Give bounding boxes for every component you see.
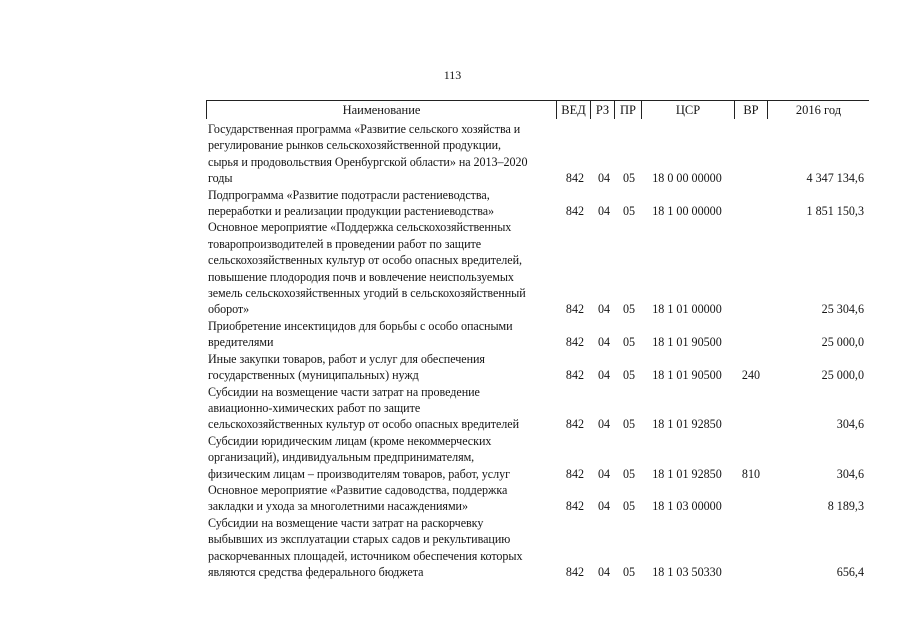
row-name-line: Государственная программа «Развитие сельского хозяйства и (208, 122, 521, 136)
header-csr: ЦСР (642, 101, 735, 119)
row-ved: 842 (565, 335, 585, 350)
row-csr: 18 1 03 00000 (652, 499, 722, 514)
row-rz: 04 (597, 302, 611, 317)
row-sum: 656,4 (836, 564, 864, 579)
row-name-line: оборот» (208, 302, 250, 317)
row-sum: 25 000,0 (821, 335, 864, 350)
row-name-line: Субсидии на возмещение части затрат на проведение (208, 384, 480, 399)
table-row (208, 219, 868, 317)
row-name-line: выбывших из эксплуатации старых садов и рекультивацию (208, 532, 511, 547)
row-pr: 05 (622, 335, 636, 350)
row-name-line: Субсидии юридическим лицам (кроме некоммерческих (208, 433, 492, 448)
row-name-line: закладки и ухода за многолетними насаждениями» (208, 499, 468, 514)
row-name (208, 384, 550, 433)
row-name (208, 351, 550, 384)
table-body (208, 121, 868, 580)
row-name-line: сельскохозяйственных культур от особо опасных вредителей, (208, 253, 523, 268)
row-name-line: физическим лицам – производителям товаров, работ, услуг (208, 466, 511, 481)
row-name (208, 482, 550, 515)
row-rz: 04 (597, 204, 611, 219)
row-csr: 18 1 01 90500 (652, 335, 722, 350)
row-rz: 04 (597, 417, 611, 432)
row-pr: 05 (622, 302, 636, 317)
row-name-line: Основное мероприятие «Развитие садоводства, поддержка (208, 482, 508, 497)
table-row (208, 351, 868, 384)
row-ved: 842 (565, 466, 585, 481)
row-ved: 842 (565, 564, 585, 579)
header-vr: ВР (735, 101, 768, 119)
row-sum: 304,6 (836, 417, 864, 432)
row-name (208, 219, 550, 317)
row-name-line: являются средства федерального бюджета (208, 564, 424, 579)
row-name-line: сельскохозяйственных культур от особо опасных вредителей (208, 417, 520, 432)
row-vr: 810 (741, 466, 761, 481)
row-sum: 25 000,0 (821, 368, 864, 383)
row-ved: 842 (565, 368, 585, 383)
table-row (208, 318, 868, 351)
row-name-line: Иные закупки товаров, работ и услуг для обеспечения (208, 351, 485, 366)
row-sum: 1 851 150,3 (806, 204, 864, 219)
row-name-line: Приобретение инсектицидов для борьбы с особо опасными (208, 318, 513, 333)
page-number: 113 (443, 68, 462, 82)
table-row (208, 433, 868, 482)
row-ved: 842 (565, 171, 585, 186)
row-name-line: земель сельскохозяйственных угодий в сельскохозяйственный (208, 286, 526, 301)
row-name-line: авиационно-химических работ по защите (208, 400, 421, 415)
header-year: 2016 год (795, 103, 842, 117)
row-pr: 05 (622, 417, 636, 432)
row-rz: 04 (597, 466, 611, 481)
row-name-line: вредителями (208, 335, 274, 350)
row-pr: 05 (622, 368, 636, 383)
row-sum: 4 347 134,6 (806, 171, 864, 186)
row-pr: 05 (622, 499, 636, 514)
row-name (208, 121, 550, 187)
row-name-line: раскорчеванных площадей, источником обеспечения которых (208, 548, 523, 563)
row-csr: 18 1 01 92850 (652, 417, 722, 432)
row-csr: 18 0 00 00000 (652, 171, 722, 186)
row-csr: 18 1 00 00000 (652, 204, 722, 219)
row-name (208, 433, 550, 482)
row-rz: 04 (597, 564, 611, 579)
row-rz: 04 (597, 171, 611, 186)
table-row (208, 187, 868, 220)
row-ved: 842 (565, 302, 585, 317)
row-sum: 8 189,3 (827, 499, 864, 514)
table-row (208, 121, 868, 187)
row-name-line: сырья и продовольствия Оренбургской области» на 2013–2020 (208, 154, 528, 169)
row-csr: 18 1 01 00000 (652, 302, 722, 317)
row-pr: 05 (622, 466, 636, 481)
row-name (208, 515, 550, 581)
row-rz: 04 (597, 335, 611, 350)
table-row (208, 515, 868, 581)
row-name-line: Основное мероприятие «Поддержка сельскохозяйственных (208, 220, 512, 235)
row-pr: 05 (622, 564, 636, 579)
row-pr: 05 (622, 171, 636, 186)
row-name-line: годы (208, 171, 233, 186)
row-ved: 842 (565, 204, 585, 219)
header-rz: РЗ (591, 101, 615, 119)
header-pr: ПР (615, 101, 642, 119)
row-vr: 240 (741, 368, 761, 383)
row-name-line: Субсидии на возмещение части затрат на раскорчевку (208, 515, 484, 530)
table-header (206, 100, 869, 119)
row-name (208, 318, 550, 351)
row-name-line: товаропроизводителей в проведении работ по защите (208, 236, 482, 251)
row-name-line: Подпрограмма «Развитие подотрасли растениеводства, (208, 187, 490, 202)
table-row (208, 482, 868, 515)
row-name-line: организаций), индивидуальным предпринимателям, (208, 450, 475, 465)
row-name (208, 187, 550, 220)
row-name-line: регулирование рынков сельскохозяйственной продукции, (208, 138, 501, 153)
header-ved: ВЕД (557, 101, 591, 119)
row-ved: 842 (565, 499, 585, 514)
table-row (208, 384, 868, 433)
row-rz: 04 (597, 368, 611, 383)
row-csr: 18 1 01 92850 (652, 466, 722, 481)
row-csr: 18 1 01 90500 (652, 368, 722, 383)
row-sum: 304,6 (836, 466, 864, 481)
header-name: Наименование (207, 101, 557, 119)
row-name-line: повышение плодородия почв и вовлечение неиспользуемых (208, 269, 514, 284)
row-sum: 25 304,6 (821, 302, 864, 317)
row-name-line: государственных (муниципальных) нужд (208, 368, 419, 383)
row-name-line: переработки и реализации продукции растениеводства» (208, 204, 495, 219)
row-csr: 18 1 03 50330 (652, 564, 722, 579)
row-rz: 04 (597, 499, 611, 514)
row-pr: 05 (622, 204, 636, 219)
row-ved: 842 (565, 417, 585, 432)
